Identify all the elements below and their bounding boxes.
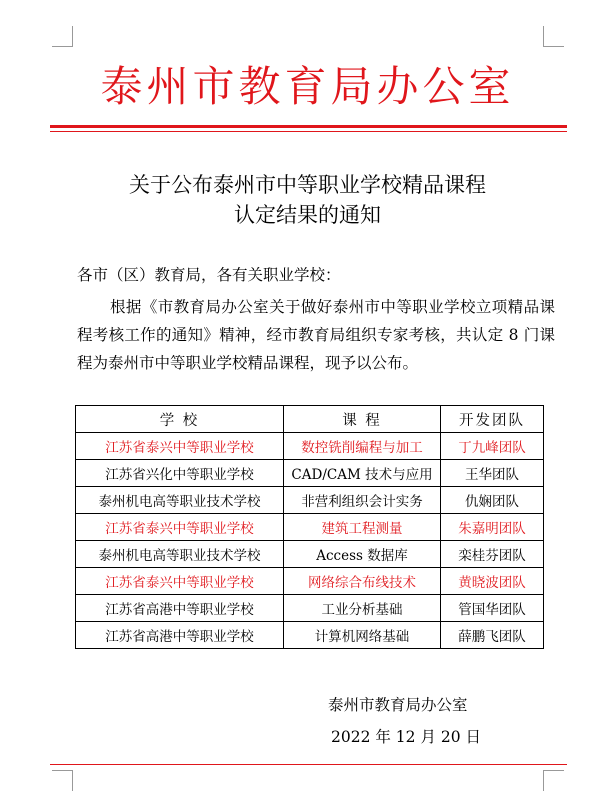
- crop-mark-bottom-right: [543, 770, 564, 791]
- cell-school: 泰州机电高等职业技术学校: [76, 487, 284, 514]
- letterhead-divider-thin: [50, 131, 567, 132]
- signer: 泰州市教育局办公室: [328, 696, 468, 714]
- cell-course: 数控铣削编程与加工: [284, 433, 441, 460]
- course-table: [75, 405, 544, 649]
- cell-team: 管国华团队: [441, 595, 544, 622]
- crop-mark-bottom-left: [52, 770, 73, 791]
- header-school: 学 校: [76, 406, 284, 433]
- letterhead-title: 泰州市教育局办公室: [100, 62, 515, 111]
- cell-course: 建筑工程测量: [284, 514, 441, 541]
- cell-school: 江苏省高港中等职业学校: [76, 595, 284, 622]
- cell-school: 泰州机电高等职业技术学校: [76, 541, 284, 568]
- cell-team: 薛鹏飞团队: [441, 622, 544, 649]
- cell-team: 丁九峰团队: [441, 433, 544, 460]
- table-row: [76, 487, 544, 514]
- footer-divider: [50, 764, 567, 765]
- cell-team: 王华团队: [441, 460, 544, 487]
- cell-team: 朱嘉明团队: [441, 514, 544, 541]
- header-team: 开发团队: [441, 406, 544, 433]
- cell-school: 江苏省兴化中等职业学校: [76, 460, 284, 487]
- cell-course: Access 数据库: [284, 541, 441, 568]
- letterhead-divider-thick: [50, 125, 567, 128]
- table-row: [76, 622, 544, 649]
- table-row: [76, 433, 544, 460]
- document-title-line-1: 关于公布泰州市中等职业学校精品课程: [129, 173, 486, 197]
- table-row: [76, 568, 544, 595]
- body-paragraph: 根据《市教育局办公室关于做好泰州市中等职业学校立项精品课程考核工作的通知》精神，经市教育局组织专家考核，共认定 8 门课程为泰州市中等职业学校精品课程，现予以公布。: [77, 298, 555, 372]
- table-row: [76, 541, 544, 568]
- cell-course: CAD/CAM 技术与应用: [284, 460, 441, 487]
- cell-course: 网络综合布线技术: [284, 568, 441, 595]
- issue-date: 2022 年 12 月 20 日: [331, 728, 482, 746]
- cell-team: 黄晓波团队: [441, 568, 544, 595]
- cell-school: 江苏省泰兴中等职业学校: [76, 514, 284, 541]
- cell-school: 江苏省泰兴中等职业学校: [76, 433, 284, 460]
- crop-mark-top-left: [52, 26, 73, 47]
- cell-school: 江苏省泰兴中等职业学校: [76, 568, 284, 595]
- table-row: [76, 595, 544, 622]
- table-header-row: [76, 406, 544, 433]
- table-row: [76, 514, 544, 541]
- cell-team: 栾桂芬团队: [441, 541, 544, 568]
- table-row: [76, 460, 544, 487]
- crop-mark-top-right: [543, 26, 564, 47]
- cell-team: 仇娴团队: [441, 487, 544, 514]
- cell-school: 江苏省高港中等职业学校: [76, 622, 284, 649]
- cell-course: 工业分析基础: [284, 595, 441, 622]
- salutation: 各市（区）教育局，各有关职业学校：: [77, 266, 341, 284]
- document-title-line-2: 认定结果的通知: [234, 203, 381, 227]
- cell-course: 非营利组织会计实务: [284, 487, 441, 514]
- header-course: 课 程: [284, 406, 441, 433]
- cell-course: 计算机网络基础: [284, 622, 441, 649]
